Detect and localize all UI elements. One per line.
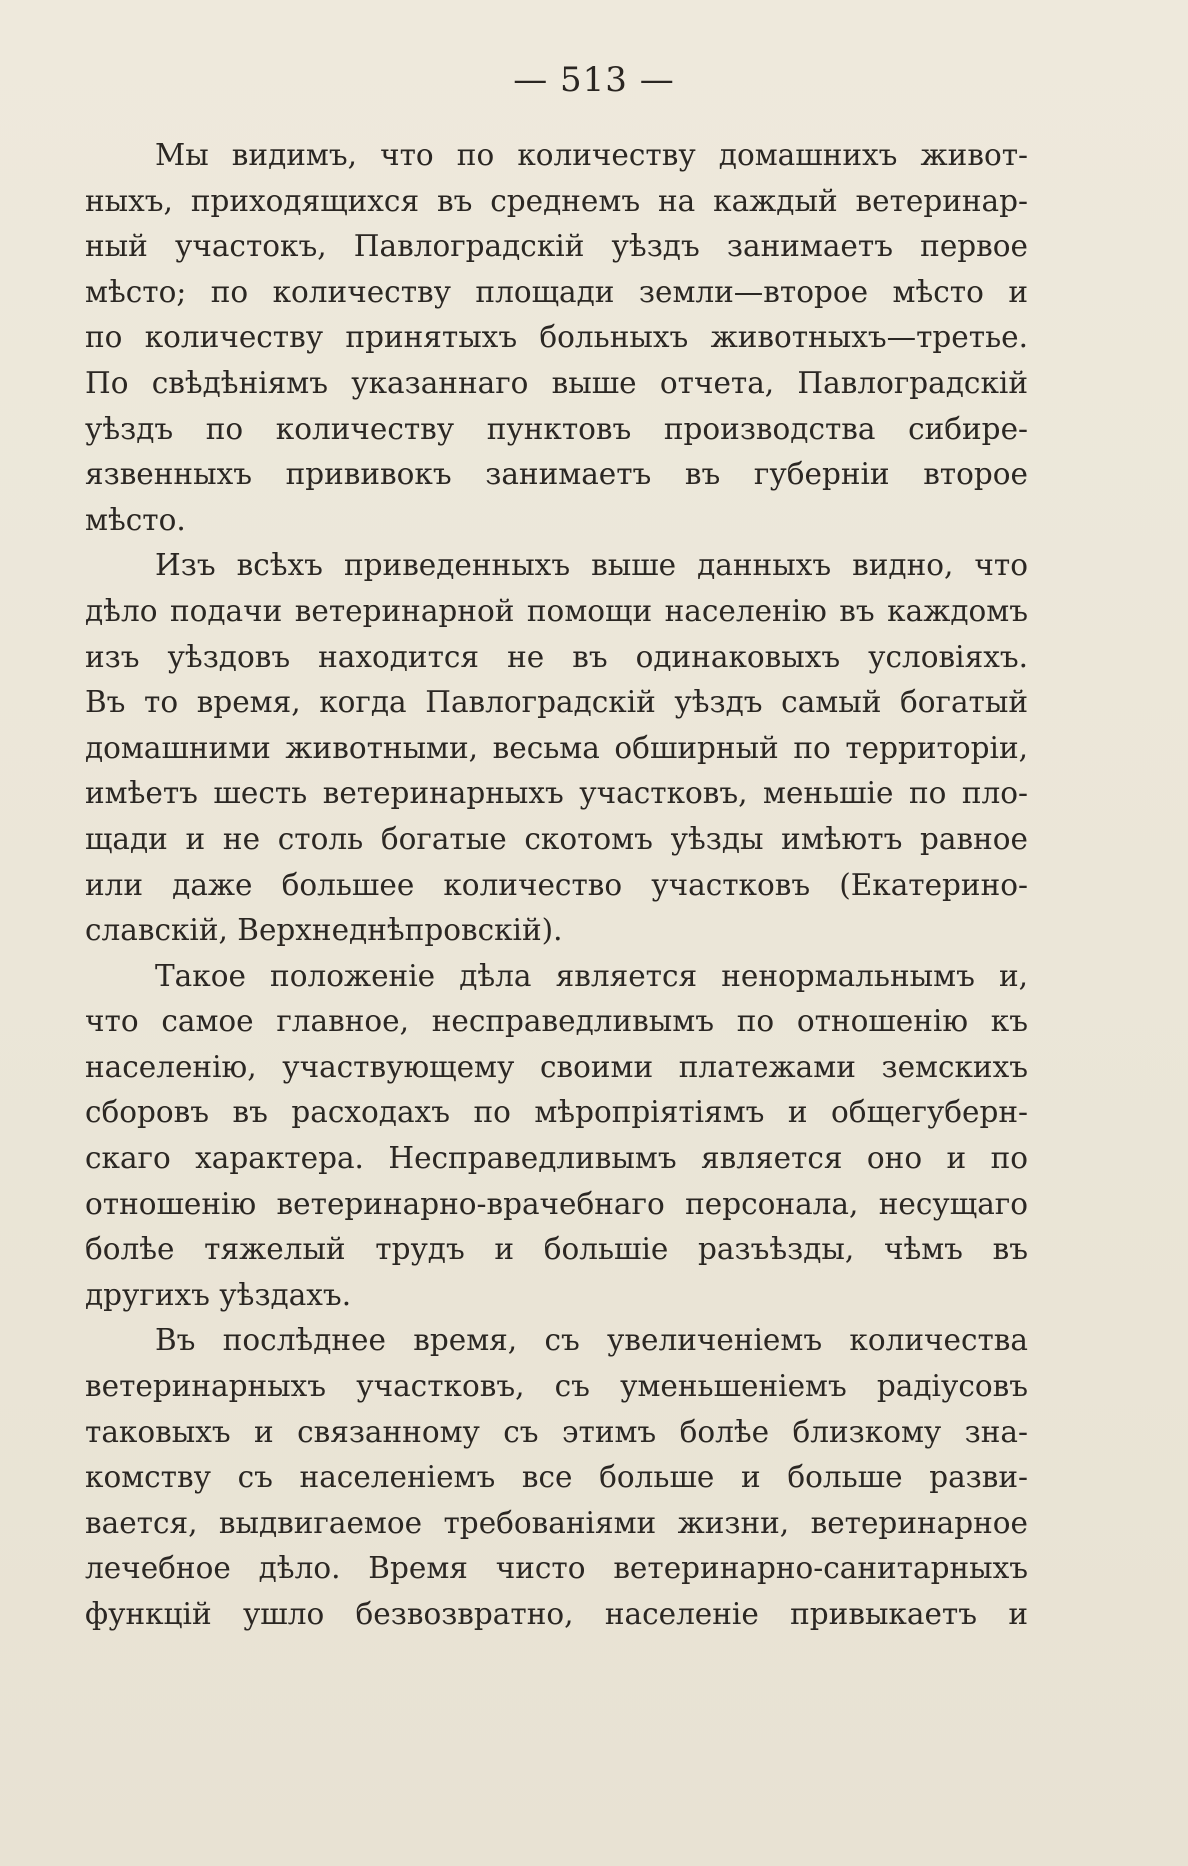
text-line: ветеринарныхъ участковъ, съ уменьшеніемъ радіусовъ [85, 1369, 1028, 1404]
text-line: щади и не столь богатые скотомъ уѣзды имѣютъ равное [85, 821, 1028, 856]
text-line: ный участокъ, Павлоградскій уѣздъ занимаетъ первое [85, 229, 1028, 264]
text-line: что самое главное, несправедливымъ по отношенію къ [85, 1004, 1028, 1039]
text-line: Въ послѣднее время, съ увеличеніемъ количества [155, 1323, 1028, 1358]
text-line: отношенію ветеринарно-врачебнаго персонала, несущаго [85, 1186, 1028, 1221]
text-line: скаго характера. Несправедливымъ является оно и по [85, 1141, 1028, 1176]
text-line: функцій ушло безвозвратно, населеніе привыкаетъ и [85, 1597, 1028, 1631]
text-line: вается, выдвигаемое требованіями жизни, ветеринарное [85, 1505, 1028, 1540]
text-line: дѣло подачи ветеринарной помощи населенію въ каждомъ [85, 593, 1028, 628]
text-line: уѣздъ по количеству пунктовъ производства сибире- [85, 411, 1028, 446]
paragraph-3 [85, 954, 1028, 1319]
text-line: изъ уѣздовъ находится не въ одинаковыхъ условіяхъ. [85, 639, 1028, 674]
paragraph-2 [85, 543, 1028, 953]
text-line: Мы видимъ, что по количеству домашнихъ живот- [155, 138, 1028, 172]
text-line: домашними животными, весьма обширный по территоріи, [85, 730, 1028, 765]
page-number: — 513 — [513, 60, 675, 100]
body-text [85, 133, 1028, 1638]
text-line: по количеству принятыхъ больныхъ животныхъ—третье. [85, 320, 1028, 355]
text-line: По свѣдѣніямъ указаннаго выше отчета, Павлоградскій [85, 365, 1028, 400]
paragraph-4 [85, 1318, 1028, 1637]
text-line: мѣсто; по количеству площади земли—второе мѣсто и [85, 274, 1028, 309]
text-line: Въ то время, когда Павлоградскій уѣздъ самый богатый [85, 685, 1028, 720]
text-line: Такое положеніе дѣла является ненормальнымъ и, [155, 958, 1028, 993]
text-line: лечебное дѣло. Время чисто ветеринарно-санитарныхъ [85, 1551, 1028, 1586]
text-line: славскій, Верхнеднѣпровскій). [85, 913, 563, 948]
text-line: мѣсто. [85, 502, 186, 537]
text-line: или даже большее количество участковъ (Екатерино- [85, 867, 1028, 902]
text-line: населенію, участвующему своими платежами земскихъ [85, 1049, 1028, 1084]
text-line: сборовъ въ расходахъ по мѣропріятіямъ и общегуберн- [85, 1095, 1028, 1130]
text-line: ныхъ, приходящихся въ среднемъ на каждый ветеринар- [85, 183, 1028, 218]
paragraph-1 [85, 133, 1028, 543]
text-line: имѣетъ шесть ветеринарныхъ участковъ, меньшіе по пло- [85, 776, 1028, 811]
text-line: болѣе тяжелый трудъ и большіе разъѣзды, чѣмъ въ [85, 1232, 1028, 1267]
text-line: Изъ всѣхъ приведенныхъ выше данныхъ видно, что [155, 548, 1028, 583]
text-line: комству съ населеніемъ все больше и больше разви- [85, 1460, 1028, 1495]
text-line: другихъ уѣздахъ. [85, 1277, 352, 1312]
text-line: таковыхъ и связанному съ этимъ болѣе близкому зна- [85, 1414, 1028, 1449]
text-line: язвенныхъ прививокъ занимаетъ въ губерніи второе [85, 457, 1028, 492]
